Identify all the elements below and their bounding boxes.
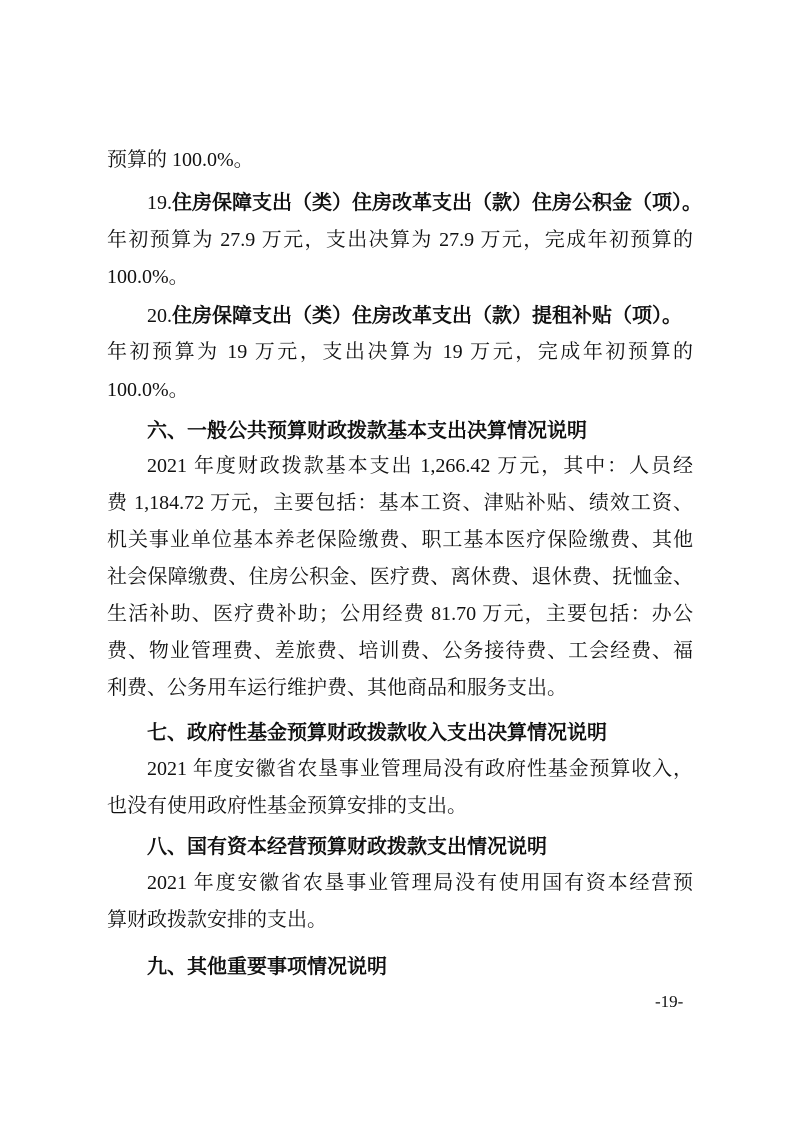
- body-line: 100.0%。: [107, 379, 189, 401]
- section-9-heading: 九、其他重要事项情况说明: [147, 954, 387, 978]
- section-7-heading: 七、政府性基金预算财政拨款收入支出决算情况说明: [147, 720, 607, 744]
- body-line: 费 1,184.72 万元，主要包括：基本工资、津贴补贴、绩效工资、: [107, 492, 693, 514]
- body-line: 也没有使用政府性基金预算安排的支出。: [107, 795, 467, 817]
- body-line: 2021 年度安徽省农垦事业管理局没有政府性基金预算收入，: [147, 758, 693, 780]
- body-line: 算财政拨款安排的支出。: [107, 909, 327, 931]
- item-title: 住房保障支出（类）住房改革支出（款）住房公积金（项）。: [172, 190, 702, 214]
- body-line: 费、物业管理费、差旅费、培训费、公务接待费、工会经费、福: [107, 640, 693, 662]
- item-title: 住房保障支出（类）住房改革支出（款）提租补贴（项）。: [172, 303, 682, 327]
- body-line: 2021 年度安徽省农垦事业管理局没有使用国有资本经营预: [147, 872, 693, 894]
- body-line: 2021 年度财政拨款基本支出 1,266.42 万元，其中：人员经: [147, 455, 693, 477]
- body-line: 生活补助、医疗费补助；公用经费 81.70 万元，主要包括：办公: [107, 603, 693, 625]
- section-8-heading: 八、国有资本经营预算财政拨款支出情况说明: [147, 834, 547, 858]
- body-line: 机关事业单位基本养老保险缴费、职工基本医疗保险缴费、其他: [107, 529, 693, 551]
- body-line: 年初预算为 27.9 万元，支出决算为 27.9 万元，完成年初预算的: [107, 229, 693, 251]
- body-line: 利费、公务用车运行维护费、其他商品和服务支出。: [107, 677, 567, 699]
- item-19-heading: [147, 190, 702, 215]
- page-number: -19-: [655, 992, 684, 1011]
- item-20-heading: [147, 303, 733, 328]
- body-line: 预算的 100.0%。: [107, 149, 254, 171]
- body-line: 年初预算为 19 万元，支出决算为 19 万元，完成年初预算的: [107, 341, 693, 363]
- body-line: 社会保障缴费、住房公积金、医疗费、离休费、退休费、抚恤金、: [107, 566, 693, 588]
- item-number: 19.: [147, 192, 172, 214]
- body-line: 100.0%。: [107, 266, 189, 288]
- section-6-heading: 六、一般公共预算财政拨款基本支出决算情况说明: [147, 418, 587, 442]
- item-number: 20.: [147, 305, 172, 327]
